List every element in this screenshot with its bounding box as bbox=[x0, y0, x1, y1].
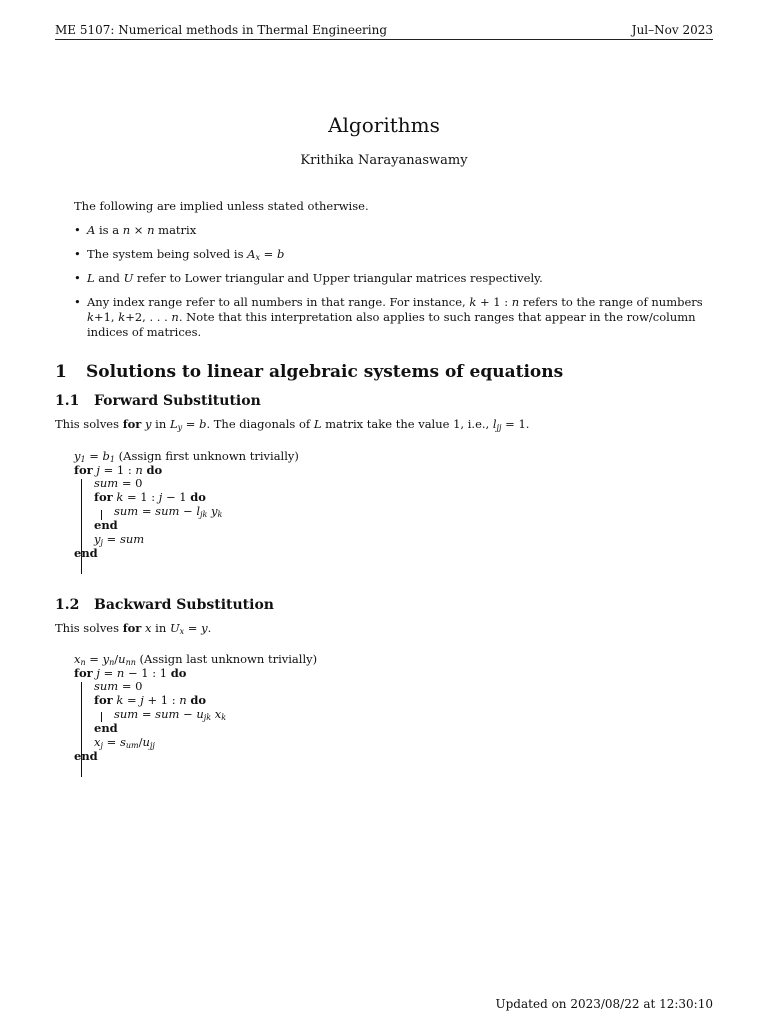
algo-line: $y_1 = b_1$ (Assign first unknown trivially) bbox=[74, 449, 299, 464]
algo-line: end bbox=[74, 749, 98, 763]
forward-description: This solves for y in $L_y = b$. The diagonals of L matrix take the value 1, i.e., $l_{jj} = 1$. bbox=[55, 417, 530, 432]
subsection-number: 1.2 bbox=[55, 597, 80, 613]
section-heading bbox=[55, 362, 563, 382]
algo-line: sum = 0 bbox=[94, 476, 143, 490]
author: Krithika Narayanaswamy bbox=[300, 153, 468, 168]
term: Jul–Nov 2023 bbox=[631, 23, 713, 37]
algo-line: for k = j + 1 : n do bbox=[94, 693, 207, 707]
section-title: Solutions to linear algebraic systems of equations bbox=[86, 362, 564, 382]
algo-line: $x_n = y_n/u_{nn}$ (Assign last unknown trivially) bbox=[74, 652, 318, 667]
section-number: 1 bbox=[55, 362, 67, 382]
algo-line: $y_j$ = sum bbox=[94, 532, 145, 547]
list-item: • L and U refer to Lower triangular and Upper triangular matrices respectively. bbox=[74, 271, 543, 285]
algo-line: for j = 1 : n do bbox=[74, 463, 163, 477]
algo-line: end bbox=[94, 721, 118, 735]
algo-line: end bbox=[94, 518, 118, 532]
footer-timestamp: Updated on 2023/08/22 at 12:30:10 bbox=[495, 997, 713, 1011]
algo-line: for k = 1 : j − 1 do bbox=[94, 490, 206, 504]
backward-description: This solves for x in $U_x = y$. bbox=[55, 621, 212, 636]
subsection-title: Forward Substitution bbox=[94, 393, 261, 409]
course-title: ME 5107: Numerical methods in Thermal Engineering bbox=[55, 23, 388, 37]
subsection-number: 1.1 bbox=[55, 393, 80, 409]
algo-line: for j = n − 1 : 1 do bbox=[74, 666, 187, 680]
list-item: • Any index range refer to all numbers in that range. For instance, k + 1 : n refers to the range of numbers k+1, k+2, . . . n. Note that this interpretation also applies to such ranges that appear in the row/column indices of matrices. bbox=[74, 295, 703, 339]
running-header bbox=[55, 23, 713, 40]
algo-line: sum = 0 bbox=[94, 679, 143, 693]
subsection-heading-backward bbox=[55, 597, 274, 614]
list-item: • The system being solved is $A_x = b$ bbox=[74, 247, 285, 262]
algo-line: sum = sum − $l_{jk}$ $y_k$ bbox=[114, 504, 223, 519]
subsection-title: Backward Substitution bbox=[94, 597, 274, 613]
subsection-heading-forward bbox=[55, 393, 261, 410]
page-title: Algorithms bbox=[328, 113, 440, 137]
algo-line: end bbox=[74, 546, 98, 560]
intro-text: The following are implied unless stated otherwise. bbox=[74, 199, 369, 213]
algo-line: $x_j = s_{um}/u_{jj}$ bbox=[94, 735, 155, 750]
algo-line: sum = sum − $u_{jk}$ $x_k$ bbox=[114, 707, 227, 722]
assumption-list bbox=[74, 223, 714, 349]
list-item: • A is a n × n matrix bbox=[74, 223, 197, 237]
